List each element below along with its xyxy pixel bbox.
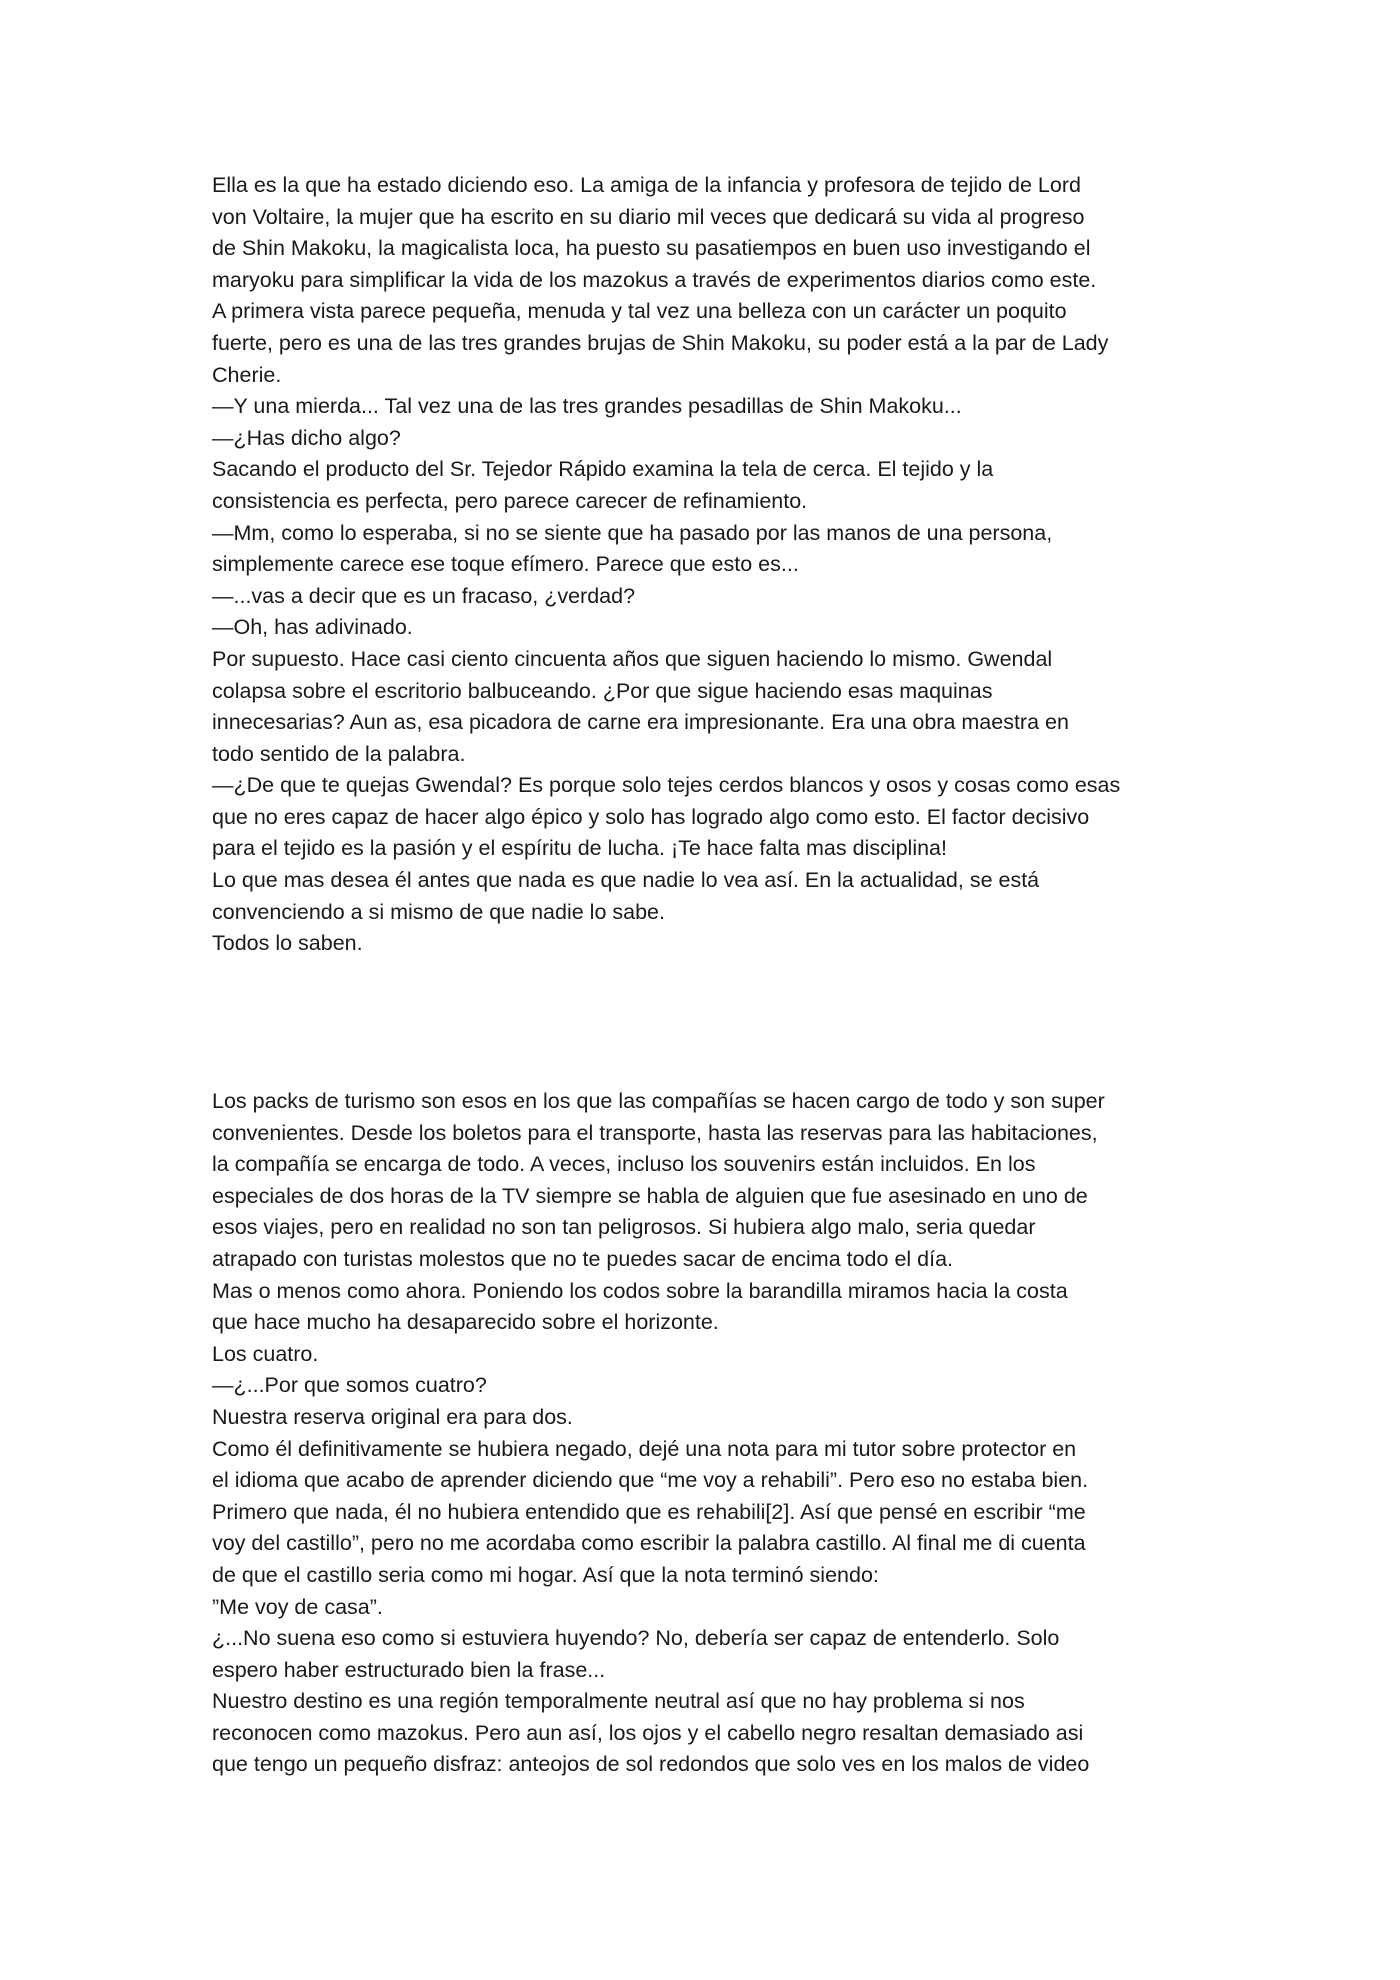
text-line: el idioma que acabo de aprender diciendo que “me voy a rehabili”. Pero eso no estaba bien.: [212, 1468, 1089, 1493]
text-line: Mas o menos como ahora. Poniendo los codos sobre la barandilla miramos hacia la costa: [212, 1278, 1068, 1303]
dialogue-line: —¿De que te quejas Gwendal? Es porque solo tejes cerdos blancos y osos y cosas como esas: [212, 773, 1121, 798]
text-line: que tengo un pequeño disfraz: anteojos de sol redondos que solo ves en los malos de video: [212, 1752, 1090, 1777]
text-line: Los cuatro.: [212, 1341, 319, 1366]
text-line: de que el castillo seria como mi hogar. Así que la nota terminó siendo:: [212, 1562, 879, 1587]
text-line: la compañía se encarga de todo. A veces, incluso los souvenirs están incluidos. En los: [212, 1152, 1036, 1177]
text-line: atrapado con turistas molestos que no te puedes sacar de encima todo el día.: [212, 1246, 954, 1271]
text-line: Primero que nada, él no hubiera entendido que es rehabili[2]. Así que pensé en escribir “me: [212, 1499, 1086, 1524]
dialogue-line: —¿...Por que somos cuatro?: [212, 1373, 487, 1398]
dialogue-line: —Y una mierda... Tal vez una de las tres grandes pesadillas de Shin Makoku...: [212, 394, 962, 419]
dialogue-line: —...vas a decir que es un fracaso, ¿verdad?: [212, 583, 636, 608]
text-line: colapsa sobre el escritorio balbuceando. ¿Por que sigue haciendo esas maquinas: [212, 678, 993, 703]
dialogue-line: —Mm, como lo esperaba, si no se siente que ha pasado por las manos de una persona,: [212, 520, 1053, 545]
text-line: Los packs de turismo son esos en los que las compañías se hacen cargo de todo y son super: [212, 1089, 1105, 1113]
text-line: voy del castillo”, pero no me acordaba como escribir la palabra castillo. Al final me di cuenta: [212, 1531, 1086, 1556]
text-line: espero haber estructurado bien la frase...: [212, 1657, 606, 1682]
text-line: Por supuesto. Hace casi ciento cincuenta años que siguen haciendo lo mismo. Gwendal: [212, 646, 1053, 671]
text-line: que no eres capaz de hacer algo épico y solo has logrado algo como esto. El factor decisivo: [212, 804, 1090, 829]
dialogue-line: —Oh, has adivinado.: [212, 615, 413, 640]
text-line: ”Me voy de casa”.: [212, 1594, 383, 1619]
text-line: Cherie.: [212, 362, 282, 387]
text-line: Nuestro destino es una región temporalmente neutral así que no hay problema si nos: [212, 1689, 1025, 1714]
text-line: esos viajes, pero en realidad no son tan peligrosos. Si hubiera algo malo, seria quedar: [212, 1215, 1036, 1240]
text-line: Ella es la que ha estado diciendo eso. La amiga de la infancia y profesora de tejido de Lord: [212, 173, 1081, 197]
text-line: maryoku para simplificar la vida de los mazokus a través de experimentos diarios como este.: [212, 267, 1097, 292]
text-line: de Shin Makoku, la magicalista loca, ha puesto su pasatiempos en buen uso investigando el: [212, 236, 1091, 261]
text-line: ¿...No suena eso como si estuviera huyendo? No, debería ser capaz de entenderlo. Solo: [212, 1626, 1060, 1651]
text-line: que hace mucho ha desaparecido sobre el horizonte.: [212, 1310, 719, 1335]
text-line: simplemente carece ese toque efímero. Parece que esto es...: [212, 552, 799, 577]
text-line: convenciendo a si mismo de que nadie lo sabe.: [212, 899, 665, 924]
text-line: todo sentido de la palabra.: [212, 741, 466, 766]
text-line: reconocen como mazokus. Pero aun así, los ojos y el cabello negro resaltan demasiado asi: [212, 1720, 1084, 1745]
text-line: A primera vista parece pequeña, menuda y tal vez una belleza con un carácter un poquito: [212, 299, 1067, 324]
text-line: Sacando el producto del Sr. Tejedor Rápido examina la tela de cerca. El tejido y la: [212, 457, 994, 482]
dialogue-line: —¿Has dicho algo?: [212, 425, 401, 450]
text-line: especiales de dos horas de la TV siempre se habla de alguien que fue asesinado en uno de: [212, 1183, 1088, 1208]
text-line: convenientes. Desde los boletos para el transporte, hasta las reservas para las habitaciones,: [212, 1120, 1098, 1145]
text-line: Todos lo saben.: [212, 931, 363, 956]
text-section-2: [212, 1086, 1197, 1781]
text-line: Nuestra reserva original era para dos.: [212, 1404, 573, 1429]
text-line: innecesarias? Aun as, esa picadora de carne era impresionante. Era una obra maestra en: [212, 710, 1069, 735]
text-line: consistencia es perfecta, pero parece carecer de refinamiento.: [212, 488, 808, 513]
text-line: para el tejido es la pasión y el espíritu de lucha. ¡Te hace falta mas disciplina!: [212, 836, 947, 861]
text-line: Como él definitivamente se hubiera negado, dejé una nota para mi tutor sobre protector en: [212, 1436, 1077, 1461]
text-line: Lo que mas desea él antes que nada es que nadie lo vea así. En la actualidad, se está: [212, 868, 1040, 893]
text-line: fuerte, pero es una de las tres grandes brujas de Shin Makoku, su poder está a la par de Lady: [212, 330, 1109, 355]
text-section-1: [212, 170, 1197, 960]
text-line: von Voltaire, la mujer que ha escrito en su diario mil veces que dedicará su vida al progreso: [212, 204, 1085, 229]
